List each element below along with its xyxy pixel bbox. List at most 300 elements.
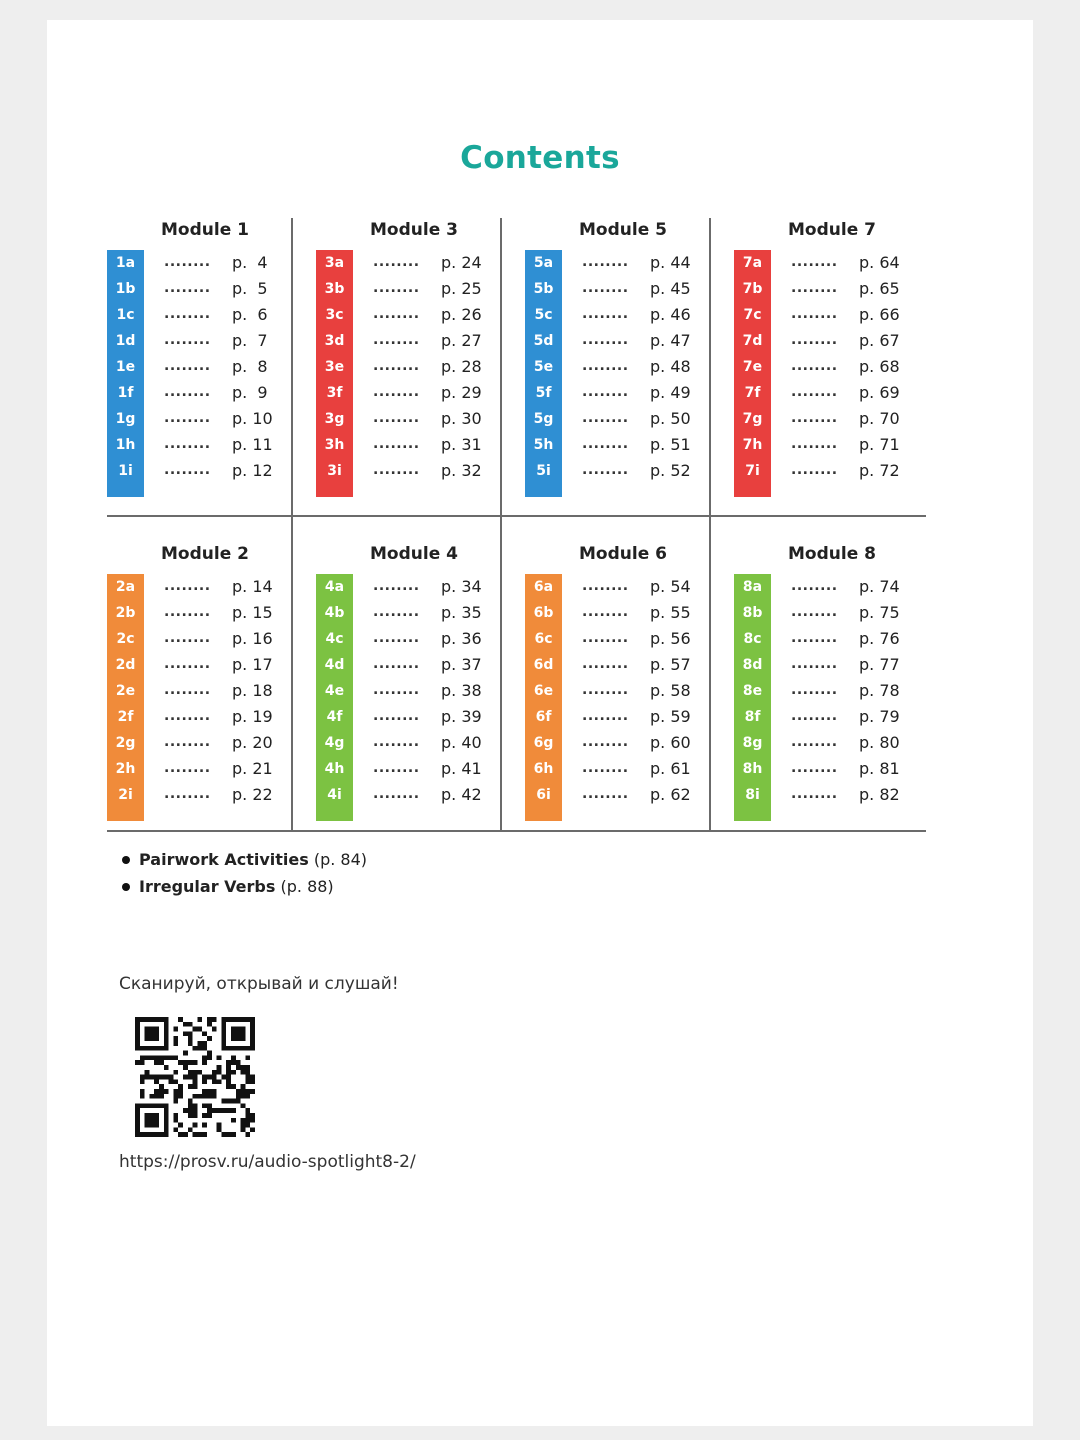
page-number: p. 11 (232, 435, 273, 454)
extra-item-pairwork[interactable] (119, 846, 367, 873)
leader-dots: ........ (373, 630, 420, 646)
lesson-row[interactable] (107, 458, 303, 484)
leader-dots: ........ (164, 578, 211, 594)
page-number: p. 32 (441, 461, 482, 480)
page-number: p. 24 (441, 253, 482, 272)
leader-dots: ........ (582, 462, 629, 478)
page-number: p. 81 (859, 759, 900, 778)
module-block (525, 542, 730, 842)
lesson-row[interactable] (316, 432, 512, 458)
page-number: p. 6 (232, 305, 268, 324)
lesson-id: 3g (324, 411, 345, 427)
lesson-row[interactable] (316, 406, 512, 432)
leader-dots: ........ (164, 630, 211, 646)
leader-dots: ........ (791, 734, 838, 750)
lesson-id: 6a (533, 579, 554, 595)
page-number: p. 39 (441, 707, 482, 726)
extra-item-irregular-verbs[interactable] (119, 873, 367, 900)
lesson-row[interactable] (525, 782, 721, 808)
leader-dots: ........ (373, 708, 420, 724)
page-number: p. 38 (441, 681, 482, 700)
leader-dots: ........ (164, 384, 211, 400)
leader-dots: ........ (582, 760, 629, 776)
leader-dots: ........ (164, 734, 211, 750)
lesson-row[interactable] (525, 458, 721, 484)
leader-dots: ........ (373, 578, 420, 594)
leader-dots: ........ (373, 656, 420, 672)
page-number: p. 16 (232, 629, 273, 648)
page-number: p. 82 (859, 785, 900, 804)
page-number: p. 62 (650, 785, 691, 804)
extra-page: (p. 84) (313, 850, 368, 869)
page-number: p. 18 (232, 681, 273, 700)
leader-dots: ........ (791, 332, 838, 348)
lesson-row[interactable] (525, 730, 721, 756)
lesson-id: 8g (742, 735, 763, 751)
page-number: p. 21 (232, 759, 273, 778)
page-number: p. 47 (650, 331, 691, 350)
leader-dots: ........ (373, 280, 420, 296)
lesson-id: 6g (533, 735, 554, 751)
leader-dots: ........ (791, 786, 838, 802)
contents-grid (107, 218, 926, 832)
lesson-id: 8i (745, 787, 760, 803)
lesson-id: 5f (535, 385, 552, 401)
lesson-id: 2i (118, 787, 133, 803)
leader-dots: ........ (791, 578, 838, 594)
page-number: p. 66 (859, 305, 900, 324)
lesson-row[interactable] (525, 626, 721, 652)
leader-dots: ........ (582, 656, 629, 672)
lesson-row[interactable] (525, 600, 721, 626)
module-title: Module 4 (370, 544, 458, 564)
lesson-id: 3d (324, 333, 345, 349)
page-number: p. 51 (650, 435, 691, 454)
leader-dots: ........ (373, 306, 420, 322)
module-title: Module 3 (370, 220, 458, 240)
scan-instruction: Сканируй, открывай и слушай! (119, 974, 399, 994)
lesson-id: 4a (324, 579, 345, 595)
page-number: p. 8 (232, 357, 268, 376)
lesson-row[interactable] (107, 276, 303, 302)
module-title: Module 7 (788, 220, 876, 240)
lesson-id: 7f (744, 385, 761, 401)
lesson-row[interactable] (107, 380, 303, 406)
lesson-row[interactable] (316, 458, 512, 484)
lesson-row[interactable] (525, 574, 721, 600)
leader-dots: ........ (373, 384, 420, 400)
lesson-id: 4f (326, 709, 343, 725)
page-number: p. 26 (441, 305, 482, 324)
lesson-id: 1d (115, 333, 136, 349)
lesson-row[interactable] (734, 626, 930, 652)
page-number: p. 79 (859, 707, 900, 726)
lesson-row[interactable] (316, 380, 512, 406)
lesson-row[interactable] (525, 678, 721, 704)
leader-dots: ........ (164, 604, 211, 620)
lesson-row[interactable] (107, 328, 303, 354)
extras-list (119, 846, 367, 900)
leader-dots: ........ (373, 760, 420, 776)
lesson-row[interactable] (525, 406, 721, 432)
leader-dots: ........ (164, 786, 211, 802)
leader-dots: ........ (791, 254, 838, 270)
page-number: p. 35 (441, 603, 482, 622)
lesson-id: 1b (115, 281, 136, 297)
leader-dots: ........ (164, 410, 211, 426)
leader-dots: ........ (791, 630, 838, 646)
page-number: p. 61 (650, 759, 691, 778)
lesson-row[interactable] (734, 678, 930, 704)
lesson-id: 5c (534, 307, 553, 323)
page-number: p. 42 (441, 785, 482, 804)
leader-dots: ........ (582, 254, 629, 270)
page-number: p. 20 (232, 733, 273, 752)
page-number: p. 41 (441, 759, 482, 778)
module-block (525, 218, 730, 518)
lesson-id: 7e (742, 359, 763, 375)
page-number: p. 65 (859, 279, 900, 298)
page-number: p. 9 (232, 383, 268, 402)
leader-dots: ........ (791, 358, 838, 374)
lesson-id: 1c (116, 307, 135, 323)
lesson-row[interactable] (734, 302, 930, 328)
lesson-id: 1e (115, 359, 136, 375)
lesson-id: 6b (533, 605, 554, 621)
lesson-id: 7a (742, 255, 763, 271)
lesson-row[interactable] (316, 730, 512, 756)
page-number: p. 55 (650, 603, 691, 622)
leader-dots: ........ (791, 280, 838, 296)
lesson-id: 5g (533, 411, 554, 427)
page-number: p. 7 (232, 331, 268, 350)
lesson-row[interactable] (734, 458, 930, 484)
lesson-row[interactable] (107, 574, 303, 600)
page-number: p. 45 (650, 279, 691, 298)
page-number: p. 15 (232, 603, 273, 622)
lesson-row[interactable] (107, 782, 303, 808)
lesson-id: 2d (115, 657, 136, 673)
lesson-id: 8c (743, 631, 762, 647)
leader-dots: ........ (164, 280, 211, 296)
leader-dots: ........ (791, 604, 838, 620)
module-title: Module 8 (788, 544, 876, 564)
lesson-id: 3a (324, 255, 345, 271)
module-block (107, 218, 312, 518)
lesson-id: 2c (116, 631, 135, 647)
page-number: p. 75 (859, 603, 900, 622)
lesson-row[interactable] (107, 250, 303, 276)
lesson-id: 6h (533, 761, 554, 777)
lesson-row[interactable] (107, 406, 303, 432)
page-number: p. 48 (650, 357, 691, 376)
lesson-row[interactable] (734, 704, 930, 730)
leader-dots: ........ (791, 708, 838, 724)
lesson-row[interactable] (316, 704, 512, 730)
lesson-row[interactable] (734, 600, 930, 626)
lesson-row[interactable] (734, 730, 930, 756)
page-number: p. 69 (859, 383, 900, 402)
extra-label: Irregular Verbs (139, 877, 276, 896)
lesson-id: 6i (536, 787, 551, 803)
lesson-id: 2e (115, 683, 136, 699)
page-number: p. 29 (441, 383, 482, 402)
module-title: Module 1 (161, 220, 249, 240)
page-number: p. 5 (232, 279, 268, 298)
leader-dots: ........ (582, 630, 629, 646)
lesson-id: 2h (115, 761, 136, 777)
page-number: p. 28 (441, 357, 482, 376)
page-number: p. 70 (859, 409, 900, 428)
page-number: p. 30 (441, 409, 482, 428)
page-number: p. 74 (859, 577, 900, 596)
page-number: p. 37 (441, 655, 482, 674)
leader-dots: ........ (582, 786, 629, 802)
lesson-id: 6e (533, 683, 554, 699)
module-block (316, 542, 521, 842)
lesson-id: 3e (324, 359, 345, 375)
lesson-row[interactable] (525, 276, 721, 302)
page-number: p. 22 (232, 785, 273, 804)
lesson-row[interactable] (525, 432, 721, 458)
leader-dots: ........ (164, 332, 211, 348)
lesson-id: 1i (118, 463, 133, 479)
lesson-row[interactable] (525, 652, 721, 678)
lesson-id: 4c (325, 631, 344, 647)
lesson-id: 2a (115, 579, 136, 595)
leader-dots: ........ (791, 306, 838, 322)
leader-dots: ........ (164, 254, 211, 270)
lesson-row[interactable] (734, 432, 930, 458)
lesson-row[interactable] (107, 600, 303, 626)
leader-dots: ........ (373, 410, 420, 426)
page-number: p. 17 (232, 655, 273, 674)
lesson-id: 3f (326, 385, 343, 401)
leader-dots: ........ (582, 682, 629, 698)
page-number: p. 59 (650, 707, 691, 726)
leader-dots: ........ (373, 734, 420, 750)
leader-dots: ........ (791, 436, 838, 452)
page-number: p. 25 (441, 279, 482, 298)
lesson-id: 4d (324, 657, 345, 673)
lesson-row[interactable] (734, 652, 930, 678)
lesson-id: 1a (115, 255, 136, 271)
module-block (734, 218, 939, 518)
lesson-id: 5d (533, 333, 554, 349)
lesson-row[interactable] (316, 600, 512, 626)
lesson-id: 5i (536, 463, 551, 479)
lesson-row[interactable] (525, 302, 721, 328)
page-number: p. 31 (441, 435, 482, 454)
leader-dots: ........ (582, 410, 629, 426)
page-number: p. 27 (441, 331, 482, 350)
module-title: Module 2 (161, 544, 249, 564)
lesson-row[interactable] (525, 250, 721, 276)
lesson-id: 3h (324, 437, 345, 453)
page-number: p. 64 (859, 253, 900, 272)
leader-dots: ........ (373, 682, 420, 698)
lesson-row[interactable] (734, 406, 930, 432)
lesson-id: 5e (533, 359, 554, 375)
lesson-id: 8b (742, 605, 763, 621)
leader-dots: ........ (164, 358, 211, 374)
module-title: Module 5 (579, 220, 667, 240)
page-number: p. 4 (232, 253, 268, 272)
leader-dots: ........ (164, 682, 211, 698)
lesson-id: 1f (117, 385, 134, 401)
page-number: p. 71 (859, 435, 900, 454)
lesson-row[interactable] (734, 354, 930, 380)
lesson-id: 5h (533, 437, 554, 453)
module-title: Module 6 (579, 544, 667, 564)
page-title: Contents (460, 140, 620, 176)
lesson-row[interactable] (316, 678, 512, 704)
leader-dots: ........ (582, 306, 629, 322)
extra-label: Pairwork Activities (139, 850, 309, 869)
lesson-id: 2b (115, 605, 136, 621)
leader-dots: ........ (582, 436, 629, 452)
lesson-id: 7i (745, 463, 760, 479)
leader-dots: ........ (582, 734, 629, 750)
lesson-id: 2f (117, 709, 134, 725)
lesson-row[interactable] (107, 704, 303, 730)
lesson-row[interactable] (525, 354, 721, 380)
lesson-id: 4b (324, 605, 345, 621)
lesson-row[interactable] (734, 574, 930, 600)
leader-dots: ........ (164, 656, 211, 672)
leader-dots: ........ (164, 708, 211, 724)
lesson-id: 7d (742, 333, 763, 349)
page-number: p. 57 (650, 655, 691, 674)
page-number: p. 19 (232, 707, 273, 726)
lesson-id: 3c (325, 307, 344, 323)
page-number: p. 46 (650, 305, 691, 324)
leader-dots: ........ (373, 786, 420, 802)
extra-page: (p. 88) (280, 877, 334, 896)
lesson-id: 8d (742, 657, 763, 673)
bullet-icon (122, 856, 130, 864)
lesson-row[interactable] (316, 626, 512, 652)
lesson-id: 3b (324, 281, 345, 297)
leader-dots: ........ (164, 462, 211, 478)
page-number: p. 77 (859, 655, 900, 674)
lesson-id: 4e (324, 683, 345, 699)
lesson-row[interactable] (107, 432, 303, 458)
page-number: p. 36 (441, 629, 482, 648)
lesson-row[interactable] (316, 354, 512, 380)
lesson-row[interactable] (734, 250, 930, 276)
page-number: p. 60 (650, 733, 691, 752)
lesson-row[interactable] (525, 380, 721, 406)
page-number: p. 76 (859, 629, 900, 648)
lesson-row[interactable] (316, 302, 512, 328)
leader-dots: ........ (791, 410, 838, 426)
lesson-id: 4h (324, 761, 345, 777)
lesson-row[interactable] (734, 756, 930, 782)
lesson-id: 5b (533, 281, 554, 297)
lesson-row[interactable] (525, 756, 721, 782)
page-number: p. 50 (650, 409, 691, 428)
lesson-row[interactable] (107, 756, 303, 782)
lesson-row[interactable] (525, 328, 721, 354)
page-number: p. 67 (859, 331, 900, 350)
lesson-row[interactable] (107, 626, 303, 652)
lesson-row[interactable] (316, 250, 512, 276)
page-number: p. 80 (859, 733, 900, 752)
lesson-row[interactable] (316, 276, 512, 302)
page-number: p. 34 (441, 577, 482, 596)
lesson-row[interactable] (316, 328, 512, 354)
audio-url-link[interactable]: https://prosv.ru/audio-spotlight8-2/ (119, 1152, 416, 1172)
lesson-row[interactable] (734, 276, 930, 302)
leader-dots: ........ (582, 708, 629, 724)
page-number: p. 68 (859, 357, 900, 376)
lesson-row[interactable] (107, 652, 303, 678)
lesson-row[interactable] (734, 380, 930, 406)
qr-code-icon[interactable] (135, 1017, 255, 1137)
lesson-id: 3i (327, 463, 342, 479)
lesson-row[interactable] (316, 782, 512, 808)
leader-dots: ........ (791, 760, 838, 776)
page-number: p. 44 (650, 253, 691, 272)
lesson-id: 1g (115, 411, 136, 427)
page-number: p. 12 (232, 461, 273, 480)
lesson-id: 6f (535, 709, 552, 725)
lesson-id: 6d (533, 657, 554, 673)
page-number: p. 52 (650, 461, 691, 480)
page-number: p. 14 (232, 577, 273, 596)
lesson-row[interactable] (107, 302, 303, 328)
leader-dots: ........ (582, 384, 629, 400)
leader-dots: ........ (164, 436, 211, 452)
lesson-id: 4i (327, 787, 342, 803)
lesson-row[interactable] (316, 756, 512, 782)
leader-dots: ........ (582, 604, 629, 620)
module-block (734, 542, 939, 842)
lesson-id: 7b (742, 281, 763, 297)
page-number: p. 72 (859, 461, 900, 480)
lesson-row[interactable] (107, 354, 303, 380)
leader-dots: ........ (582, 578, 629, 594)
lesson-row[interactable] (107, 730, 303, 756)
page-number: p. 54 (650, 577, 691, 596)
leader-dots: ........ (582, 280, 629, 296)
lesson-id: 8f (744, 709, 761, 725)
lesson-id: 8a (742, 579, 763, 595)
lesson-row[interactable] (734, 782, 930, 808)
page-number: p. 40 (441, 733, 482, 752)
lesson-id: 7g (742, 411, 763, 427)
leader-dots: ........ (791, 462, 838, 478)
lesson-id: 1h (115, 437, 136, 453)
leader-dots: ........ (373, 358, 420, 374)
leader-dots: ........ (582, 332, 629, 348)
lesson-row[interactable] (107, 678, 303, 704)
lesson-id: 6c (534, 631, 553, 647)
leader-dots: ........ (164, 760, 211, 776)
lesson-row[interactable] (734, 328, 930, 354)
contents-page (47, 20, 1033, 1426)
bullet-icon (122, 883, 130, 891)
lesson-row[interactable] (316, 652, 512, 678)
lesson-row[interactable] (525, 704, 721, 730)
lesson-row[interactable] (316, 574, 512, 600)
leader-dots: ........ (164, 306, 211, 322)
lesson-id: 4g (324, 735, 345, 751)
leader-dots: ........ (373, 436, 420, 452)
leader-dots: ........ (791, 656, 838, 672)
leader-dots: ........ (373, 332, 420, 348)
